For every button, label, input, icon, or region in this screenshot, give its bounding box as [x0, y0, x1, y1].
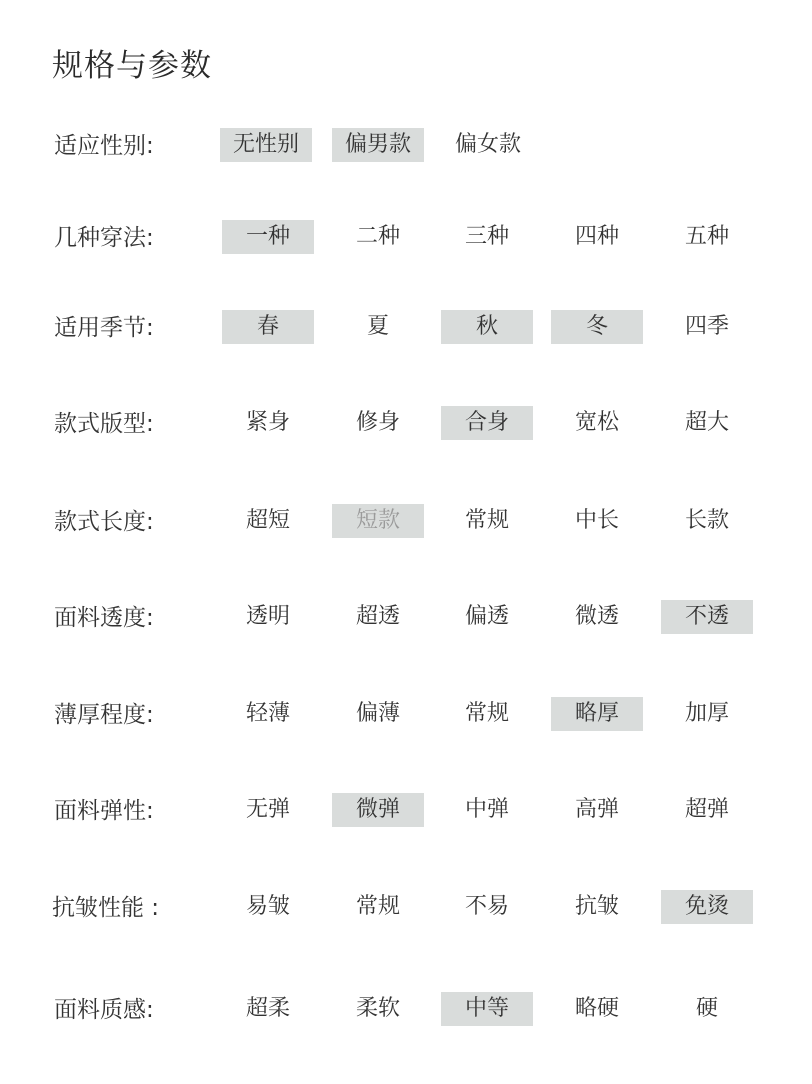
spec-option[interactable]: 透明 — [245, 604, 290, 629]
spec-option[interactable]: 无弹 — [245, 797, 290, 822]
spec-option[interactable]: 常规 — [464, 701, 509, 726]
spec-option[interactable]: 常规 — [355, 894, 400, 919]
spec-option[interactable]: 超短 — [245, 508, 290, 533]
spec-option[interactable]: 高弹 — [574, 797, 619, 822]
spec-label: 款式版型: — [54, 411, 154, 437]
spec-option[interactable]: 宽松 — [574, 410, 619, 435]
spec-option[interactable]: 无性别 — [220, 128, 312, 162]
spec-row — [0, 697, 812, 733]
spec-option[interactable]: 三种 — [464, 224, 509, 249]
spec-option[interactable]: 超柔 — [245, 996, 290, 1021]
spec-option[interactable]: 略硬 — [574, 996, 619, 1021]
spec-label: 薄厚程度: — [54, 702, 154, 728]
spec-row — [0, 600, 812, 636]
spec-option[interactable]: 四种 — [574, 224, 619, 249]
spec-option[interactable]: 中弹 — [464, 797, 509, 822]
spec-row — [0, 890, 812, 926]
spec-option[interactable]: 超弹 — [684, 797, 729, 822]
spec-option[interactable]: 超大 — [684, 410, 729, 435]
spec-option[interactable]: 略厚 — [551, 697, 643, 731]
spec-option[interactable]: 不易 — [464, 894, 509, 919]
spec-label: 适应性别: — [54, 133, 154, 159]
spec-option[interactable]: 夏 — [366, 314, 389, 339]
spec-label: 面料质感: — [54, 997, 154, 1023]
spec-option[interactable]: 春 — [222, 310, 314, 344]
spec-option[interactable]: 紧身 — [245, 410, 290, 435]
spec-option[interactable]: 偏薄 — [355, 701, 400, 726]
spec-option[interactable]: 偏透 — [464, 604, 509, 629]
spec-label: 面料弹性: — [54, 798, 154, 824]
spec-row — [0, 128, 812, 164]
spec-label: 几种穿法: — [54, 225, 154, 251]
spec-option[interactable]: 不透 — [661, 600, 753, 634]
spec-row — [0, 310, 812, 346]
spec-option[interactable]: 中等 — [441, 992, 533, 1026]
spec-option[interactable]: 秋 — [441, 310, 533, 344]
spec-option[interactable]: 微透 — [574, 604, 619, 629]
spec-option[interactable]: 加厚 — [684, 701, 729, 726]
spec-option[interactable]: 四季 — [684, 314, 729, 339]
spec-row — [0, 992, 812, 1028]
spec-option[interactable]: 冬 — [551, 310, 643, 344]
spec-option[interactable]: 超透 — [355, 604, 400, 629]
spec-label: 抗皱性能 : — [52, 895, 160, 921]
spec-option[interactable]: 硬 — [695, 996, 718, 1021]
spec-option[interactable]: 短款 — [332, 504, 424, 538]
page-title: 规格与参数 — [52, 48, 212, 84]
spec-option[interactable]: 易皱 — [245, 894, 290, 919]
spec-option[interactable]: 轻薄 — [245, 701, 290, 726]
spec-option[interactable]: 常规 — [464, 508, 509, 533]
spec-option[interactable]: 免烫 — [661, 890, 753, 924]
spec-row — [0, 504, 812, 540]
spec-option[interactable]: 五种 — [684, 224, 729, 249]
spec-option[interactable]: 偏男款 — [332, 128, 424, 162]
spec-row — [0, 793, 812, 829]
spec-label: 面料透度: — [54, 605, 154, 631]
spec-label: 款式长度: — [54, 509, 154, 535]
spec-label: 适用季节: — [54, 315, 154, 341]
spec-option[interactable]: 微弹 — [332, 793, 424, 827]
spec-option[interactable]: 二种 — [355, 224, 400, 249]
spec-option[interactable]: 长款 — [684, 508, 729, 533]
spec-option[interactable]: 中长 — [574, 508, 619, 533]
spec-option[interactable]: 抗皱 — [574, 894, 619, 919]
spec-option[interactable]: 合身 — [441, 406, 533, 440]
spec-option[interactable]: 柔软 — [355, 996, 400, 1021]
spec-row — [0, 406, 812, 442]
spec-row — [0, 220, 812, 256]
spec-option[interactable]: 偏女款 — [454, 132, 521, 157]
spec-option[interactable]: 修身 — [355, 410, 400, 435]
spec-option[interactable]: 一种 — [222, 220, 314, 254]
